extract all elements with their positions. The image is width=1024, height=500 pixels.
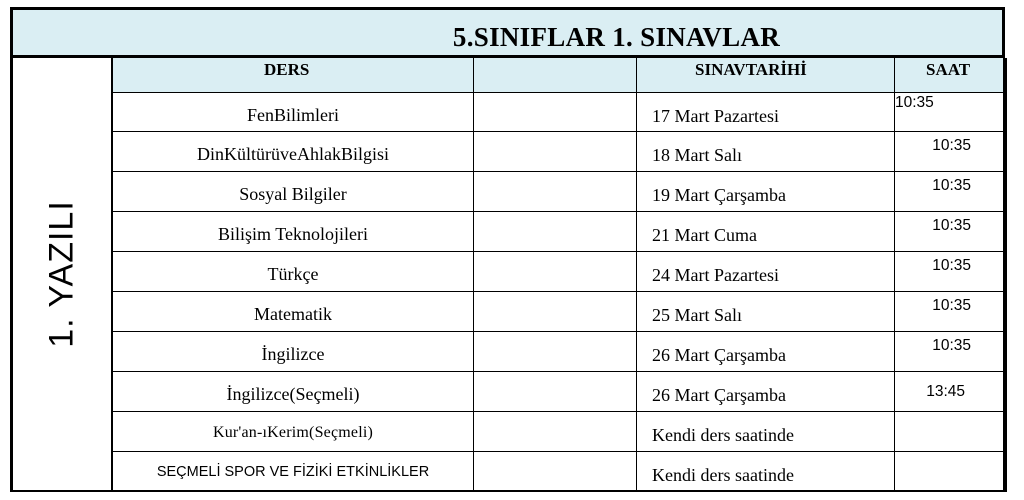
row-5-tarih: [637, 252, 895, 292]
row-6-blank: [474, 292, 637, 332]
row-5-ders-text: Türkçe: [267, 264, 319, 284]
row-9-ders: [113, 412, 474, 452]
row-2-ders-text: DinKültürüveAhlakBilgisi: [197, 144, 389, 164]
row-4-tarih-text: 21 Mart Cuma: [652, 225, 757, 245]
header-ders-text: DERS: [264, 60, 310, 79]
header-tarih: [637, 58, 895, 93]
exam-group-label: [10, 58, 113, 492]
row-3-ders-text: Sosyal Bilgiler: [239, 184, 347, 204]
row-3-saat: [895, 172, 1004, 212]
row-4-saat: [895, 212, 1004, 252]
row-6-tarih: [637, 292, 895, 332]
row-3-saat-text: 10:35: [932, 177, 971, 194]
row-10-ders: [113, 452, 474, 491]
row-9-tarih-text: Kendi ders saatinde: [652, 425, 794, 445]
row-8-saat: [895, 372, 1004, 412]
row-2-saat: [895, 132, 1004, 172]
row-5-tarih-text: 24 Mart Pazartesi: [652, 265, 779, 285]
row-3-blank: [474, 172, 637, 212]
row-3-tarih: [637, 172, 895, 212]
row-7-ders-text: İngilizce: [261, 344, 325, 364]
row-7-tarih-text: 26 Mart Çarşamba: [652, 345, 786, 365]
row-8-ders: [113, 372, 474, 412]
row-1-ders-text: FenBilimleri: [247, 105, 339, 125]
row-2-tarih-text: 18 Mart Salı: [652, 145, 742, 165]
row-2-saat-text: 10:35: [932, 137, 971, 154]
row-2-ders: [113, 132, 474, 172]
table-border-right: [1004, 58, 1007, 492]
row-10-ders-text: SEÇMELİ SPOR VE FİZİKİ ETKİNLİKLER: [156, 464, 430, 480]
row-8-tarih-text: 26 Mart Çarşamba: [652, 385, 786, 405]
row-4-ders-text: Bilişim Teknolojileri: [218, 224, 368, 244]
title-bar: [10, 7, 1005, 58]
row-7-saat-text: 10:35: [932, 337, 971, 354]
row-4-ders: [113, 212, 474, 252]
row-4-blank: [474, 212, 637, 252]
row-3-tarih-text: 19 Mart Çarşamba: [652, 185, 786, 205]
row-1-tarih-text: 17 Mart Pazartesi: [652, 106, 779, 126]
row-4-tarih: [637, 212, 895, 252]
row-9-blank: [474, 412, 637, 452]
page-title: 5.SINIFLAR 1. SINAVLAR: [452, 22, 781, 52]
header-blank: [474, 58, 637, 93]
row-8-saat-text: 13:45: [926, 383, 965, 400]
header-saat-text: SAAT: [926, 60, 971, 79]
row-5-saat: [895, 252, 1004, 292]
row-8-ders-text: İngilizce(Seçmeli): [226, 384, 360, 404]
row-3-ders: [113, 172, 474, 212]
header-saat: [895, 58, 1004, 93]
row-2-blank: [474, 132, 637, 172]
row-9-ders-text: Kur'an-ıKerim(Seçmeli): [212, 424, 374, 441]
row-2-tarih: [637, 132, 895, 172]
exam-group-text: 1. YAZILI: [42, 200, 81, 348]
row-1-saat: [895, 93, 1004, 132]
row-1-tarih: [637, 93, 895, 132]
row-4-saat-text: 10:35: [932, 217, 971, 234]
row-8-tarih: [637, 372, 895, 412]
row-5-saat-text: 10:35: [932, 257, 971, 274]
row-8-blank: [474, 372, 637, 412]
row-7-blank: [474, 332, 637, 372]
row-5-ders: [113, 252, 474, 292]
row-9-tarih: [637, 412, 895, 452]
row-1-ders: [113, 93, 474, 132]
header-tarih-text: SINAVTARİHİ: [695, 60, 807, 79]
row-7-tarih: [637, 332, 895, 372]
header-ders: [113, 58, 474, 93]
row-10-blank: [474, 452, 637, 491]
row-6-saat-text: 10:35: [932, 297, 971, 314]
row-7-ders: [113, 332, 474, 372]
table-border-bottom: [10, 490, 1007, 492]
row-9-saat: [895, 412, 1004, 452]
row-10-saat: [895, 452, 1004, 491]
row-6-tarih-text: 25 Mart Salı: [652, 305, 742, 325]
row-6-saat: [895, 292, 1004, 332]
row-10-tarih-text: Kendi ders saatinde: [652, 465, 794, 485]
row-6-ders-text: Matematik: [254, 304, 332, 324]
row-6-ders: [113, 292, 474, 332]
row-7-saat: [895, 332, 1004, 372]
row-1-saat-text: 10:35: [895, 94, 934, 111]
row-1-blank: [474, 93, 637, 132]
row-5-blank: [474, 252, 637, 292]
row-10-tarih: [637, 452, 895, 491]
